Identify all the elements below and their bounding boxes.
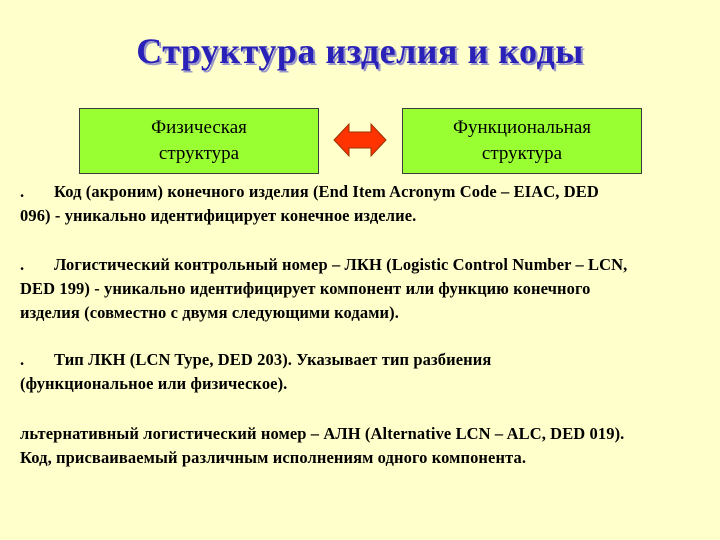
lcn-line3: изделия (совместно с двумя следующими кодами). bbox=[20, 303, 399, 322]
lcn-type-line2: (функциональное или физическое). bbox=[20, 374, 288, 393]
lcn-type-paragraph bbox=[20, 348, 710, 396]
physical-structure-line1: Физическая bbox=[151, 117, 247, 138]
lcn-paragraph bbox=[20, 253, 710, 325]
alc-paragraph bbox=[20, 422, 710, 470]
functional-structure-line2: структура bbox=[481, 143, 563, 164]
lcn-line2: DED 199) - уникально идентифицирует компонент или функцию конечного bbox=[20, 279, 591, 298]
lcn-line1: Логистический контрольный номер – ЛКН (Logistic Control Number – LCN, bbox=[54, 255, 628, 274]
physical-structure-box bbox=[79, 108, 319, 174]
bullet-marker: . bbox=[20, 182, 25, 201]
functional-structure-line1: Функциональная bbox=[452, 117, 591, 138]
eiac-line1: Код (акроним) конечного изделия (End Item Acronym Code – EIAC, DED bbox=[54, 182, 599, 201]
double-arrow-icon bbox=[333, 122, 387, 158]
bullet-marker: . bbox=[20, 255, 25, 274]
physical-structure-line2: структура bbox=[158, 143, 240, 164]
eiac-paragraph bbox=[20, 180, 710, 228]
slide-title: Структура изделия и коды bbox=[136, 31, 584, 71]
alc-line1: льтернативный логистический номер – АЛН (Alternative LCN – ALC, DED 019). bbox=[20, 424, 625, 443]
alc-line2: Код, присваиваемый различным исполнениям одного компонента. bbox=[20, 448, 527, 467]
lcn-type-line1: Тип ЛКН (LCN Type, DED 203). Указывает тип разбиения bbox=[54, 350, 492, 369]
functional-structure-box bbox=[402, 108, 642, 174]
bullet-marker: . bbox=[20, 350, 25, 369]
eiac-line2: 096) - уникально идентифицирует конечное изделие. bbox=[20, 206, 417, 225]
